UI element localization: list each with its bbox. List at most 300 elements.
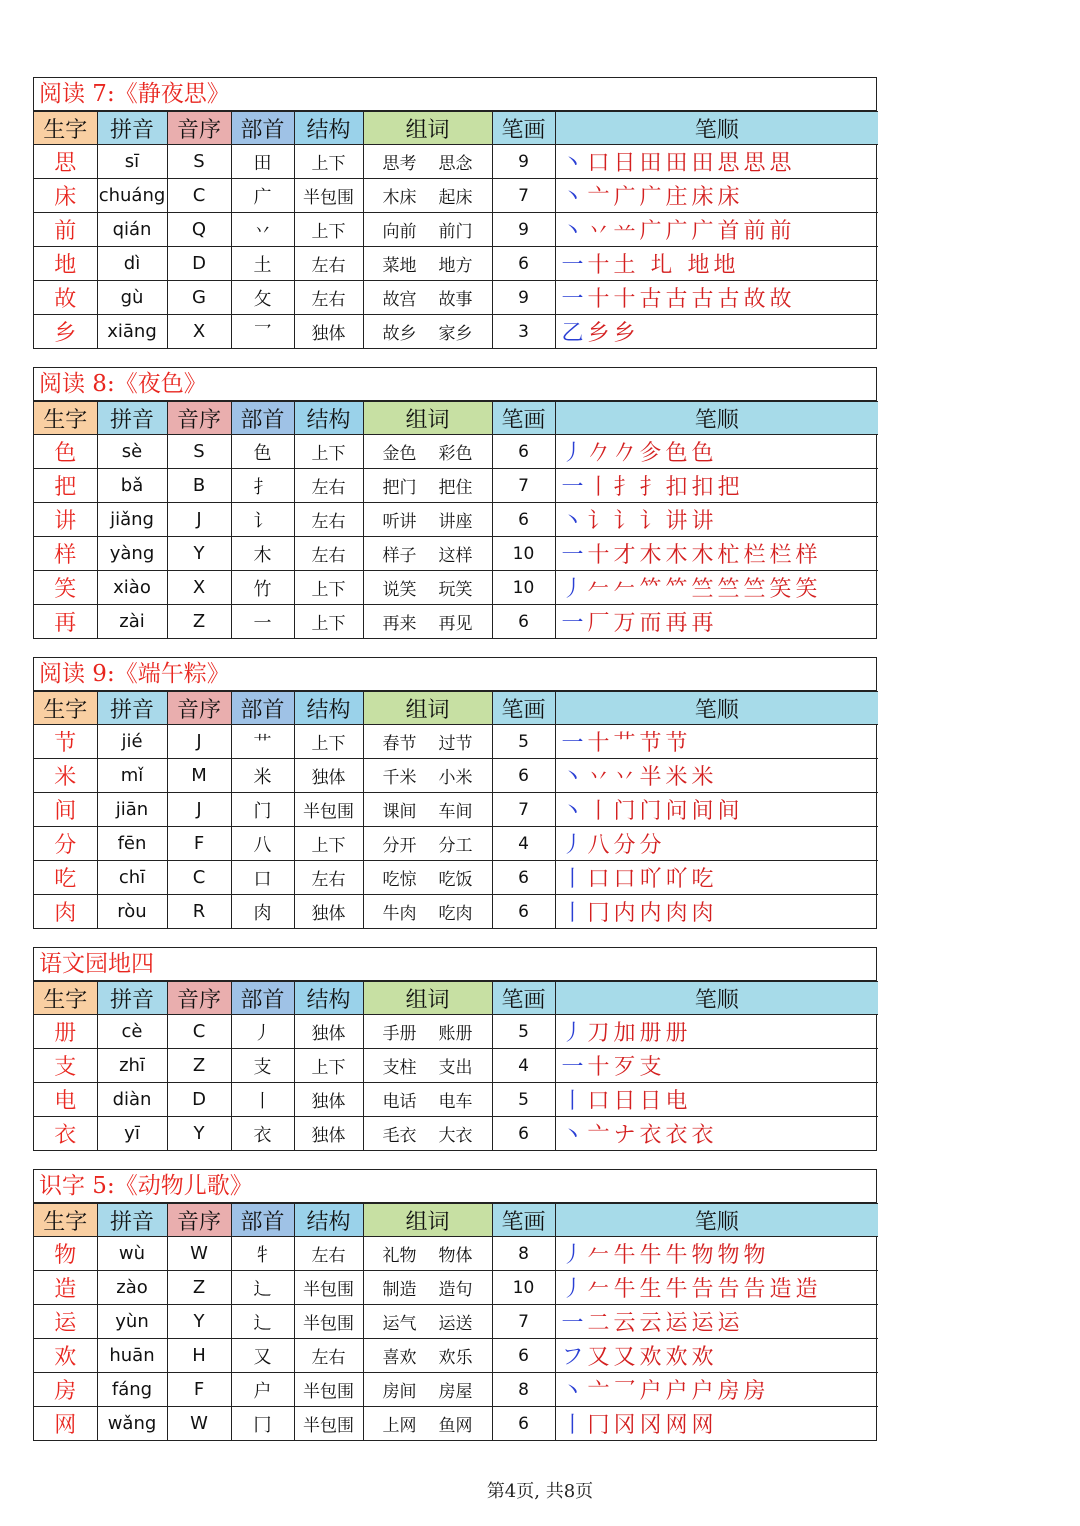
radical-cell: 肉 [231, 895, 294, 929]
structure-cell: 半包围 [294, 1373, 363, 1407]
word-2: 思念 [438, 154, 473, 174]
radical-cell: 竹 [231, 571, 294, 605]
lesson-section [33, 1169, 877, 1441]
pinyin-cell: fáng [97, 1373, 167, 1407]
pinyin-cell: mǐ [97, 759, 167, 793]
words-cell [363, 1407, 492, 1441]
words-cell [363, 179, 492, 213]
character-table [34, 691, 878, 928]
table-row [34, 1305, 878, 1339]
words-cell [363, 895, 492, 929]
column-header: 部首 [231, 402, 294, 435]
stroke-order-cell: 丶丷丷半米米 [555, 759, 878, 793]
pinyin-cell: wù [97, 1237, 167, 1271]
column-header: 笔画 [492, 402, 555, 435]
words-cell [363, 1083, 492, 1117]
char-cell: 肉 [34, 895, 97, 929]
stroke-order-cell: 一十艹节节 [555, 725, 878, 759]
words-cell [363, 1015, 492, 1049]
word-2: 物体 [438, 1246, 473, 1266]
table-row [34, 1083, 878, 1117]
char-cell: 房 [34, 1373, 97, 1407]
word-2: 大衣 [438, 1126, 473, 1146]
char-cell: 网 [34, 1407, 97, 1441]
word-2: 故事 [438, 290, 473, 310]
words-cell [363, 213, 492, 247]
structure-cell: 上下 [294, 145, 363, 179]
column-header: 笔画 [492, 112, 555, 145]
radical-cell: 门 [231, 793, 294, 827]
word-1: 电话 [382, 1092, 417, 1112]
words-cell [363, 247, 492, 281]
word-1: 毛衣 [382, 1126, 417, 1146]
sequence-letter-cell: S [167, 435, 231, 469]
word-2: 这样 [438, 546, 473, 566]
column-header: 笔画 [492, 692, 555, 725]
structure-cell: 独体 [294, 1083, 363, 1117]
sequence-letter-cell: W [167, 1407, 231, 1441]
stroke-order-cell: 丶丷䒑广广广首前前 [555, 213, 878, 247]
structure-cell: 上下 [294, 213, 363, 247]
column-header: 生字 [34, 692, 97, 725]
table-row [34, 145, 878, 179]
stroke-count-cell: 8 [492, 1373, 555, 1407]
radical-cell: 米 [231, 759, 294, 793]
stroke-count-cell: 6 [492, 1339, 555, 1373]
char-cell: 乡 [34, 315, 97, 349]
word-1: 木床 [382, 188, 417, 208]
column-header: 笔顺 [555, 1204, 878, 1237]
words-cell [363, 793, 492, 827]
words-cell [363, 315, 492, 349]
column-header: 拼音 [97, 1204, 167, 1237]
column-header: 部首 [231, 692, 294, 725]
words-cell [363, 1305, 492, 1339]
word-2: 玩笑 [438, 580, 473, 600]
word-1: 手册 [382, 1024, 417, 1044]
page-footer: 第4页, 共8页 [486, 1481, 594, 1502]
word-1: 思考 [382, 154, 417, 174]
pinyin-cell: bǎ [97, 469, 167, 503]
stroke-count-cell: 7 [492, 469, 555, 503]
radical-cell: 户 [231, 1373, 294, 1407]
word-1: 制造 [382, 1280, 417, 1300]
column-header: 笔顺 [555, 692, 878, 725]
word-2: 家乡 [438, 324, 473, 344]
radical-cell: 一 [231, 605, 294, 639]
word-2: 过节 [438, 734, 473, 754]
column-header: 音序 [167, 112, 231, 145]
char-cell: 再 [34, 605, 97, 639]
radical-cell: 又 [231, 1339, 294, 1373]
radical-cell: 辶 [231, 1305, 294, 1339]
column-header: 音序 [167, 692, 231, 725]
section-title: 阅读 9:《端午粽》 [34, 658, 876, 691]
sequence-letter-cell: Y [167, 537, 231, 571]
table-row [34, 469, 878, 503]
column-header: 笔顺 [555, 402, 878, 435]
sequence-letter-cell: Z [167, 1271, 231, 1305]
word-2: 电车 [438, 1092, 473, 1112]
structure-cell: 半包围 [294, 1305, 363, 1339]
column-header: 组词 [363, 112, 492, 145]
stroke-count-cell: 6 [492, 435, 555, 469]
structure-cell: 独体 [294, 1015, 363, 1049]
character-table [34, 401, 878, 638]
radical-cell: 辶 [231, 1271, 294, 1305]
stroke-count-cell: 5 [492, 1015, 555, 1049]
column-header: 笔画 [492, 982, 555, 1015]
char-cell: 吃 [34, 861, 97, 895]
words-cell [363, 469, 492, 503]
column-header: 拼音 [97, 112, 167, 145]
radical-cell: 支 [231, 1049, 294, 1083]
words-cell [363, 571, 492, 605]
radical-cell: 八 [231, 827, 294, 861]
table-row [34, 793, 878, 827]
table-row [34, 435, 878, 469]
table-row [34, 827, 878, 861]
sequence-letter-cell: Z [167, 1049, 231, 1083]
word-1: 听讲 [382, 512, 417, 532]
pinyin-cell: qián [97, 213, 167, 247]
header-row [34, 112, 878, 145]
word-1: 说笑 [382, 580, 417, 600]
word-2: 运送 [438, 1314, 473, 1334]
pinyin-cell: ròu [97, 895, 167, 929]
stroke-count-cell: 7 [492, 179, 555, 213]
word-2: 房屋 [438, 1382, 473, 1402]
sequence-letter-cell: X [167, 571, 231, 605]
char-cell: 册 [34, 1015, 97, 1049]
table-row [34, 1049, 878, 1083]
words-cell [363, 759, 492, 793]
word-2: 讲座 [438, 512, 473, 532]
char-cell: 造 [34, 1271, 97, 1305]
section-title: 识字 5:《动物儿歌》 [34, 1170, 876, 1203]
sequence-letter-cell: Z [167, 605, 231, 639]
sequence-letter-cell: J [167, 725, 231, 759]
column-header: 部首 [231, 112, 294, 145]
worksheet [33, 77, 877, 1459]
structure-cell: 上下 [294, 725, 363, 759]
column-header: 音序 [167, 1204, 231, 1237]
structure-cell: 上下 [294, 1049, 363, 1083]
table-row [34, 895, 878, 929]
words-cell [363, 281, 492, 315]
table-row [34, 571, 878, 605]
radical-cell: 扌 [231, 469, 294, 503]
word-2: 彩色 [438, 444, 473, 464]
char-cell: 间 [34, 793, 97, 827]
stroke-count-cell: 5 [492, 1083, 555, 1117]
structure-cell: 半包围 [294, 793, 363, 827]
word-1: 牛肉 [382, 904, 417, 924]
pinyin-cell: yī [97, 1117, 167, 1151]
word-2: 鱼网 [438, 1416, 473, 1436]
stroke-order-cell: 丶丨门门问间间 [555, 793, 878, 827]
char-cell: 故 [34, 281, 97, 315]
sequence-letter-cell: D [167, 247, 231, 281]
radical-cell: 广 [231, 179, 294, 213]
sequence-letter-cell: S [167, 145, 231, 179]
word-1: 样子 [382, 546, 417, 566]
sequence-letter-cell: M [167, 759, 231, 793]
character-table [34, 1203, 878, 1440]
words-cell [363, 145, 492, 179]
word-2: 吃肉 [438, 904, 473, 924]
words-cell [363, 861, 492, 895]
stroke-count-cell: 6 [492, 759, 555, 793]
column-header: 拼音 [97, 982, 167, 1015]
section-title: 阅读 8:《夜色》 [34, 368, 876, 401]
column-header: 生字 [34, 982, 97, 1015]
radical-cell: 木 [231, 537, 294, 571]
section-title: 语文园地四 [34, 948, 876, 981]
structure-cell: 左右 [294, 247, 363, 281]
stroke-count-cell: 9 [492, 145, 555, 179]
radical-cell: 牜 [231, 1237, 294, 1271]
lesson-section [33, 367, 877, 639]
structure-cell: 左右 [294, 469, 363, 503]
pinyin-cell: chī [97, 861, 167, 895]
radical-cell: 讠 [231, 503, 294, 537]
pinyin-cell: zào [97, 1271, 167, 1305]
character-table [34, 111, 878, 348]
words-cell [363, 605, 492, 639]
column-header: 音序 [167, 982, 231, 1015]
words-cell [363, 1373, 492, 1407]
column-header: 组词 [363, 982, 492, 1015]
structure-cell: 左右 [294, 281, 363, 315]
stroke-order-cell: 一丨扌扌扣扣把 [555, 469, 878, 503]
word-2: 前门 [438, 222, 473, 242]
column-header: 结构 [294, 692, 363, 725]
stroke-count-cell: 10 [492, 571, 555, 605]
word-1: 向前 [382, 222, 417, 242]
word-2: 起床 [438, 188, 473, 208]
sequence-letter-cell: C [167, 179, 231, 213]
header-row [34, 982, 878, 1015]
stroke-count-cell: 10 [492, 1271, 555, 1305]
stroke-order-cell: 丿刀加册册 [555, 1015, 878, 1049]
stroke-order-cell: 丶亠乛户户户房房 [555, 1373, 878, 1407]
pinyin-cell: wǎng [97, 1407, 167, 1441]
radical-cell: 冂 [231, 1407, 294, 1441]
word-1: 吃惊 [382, 870, 417, 890]
char-cell: 电 [34, 1083, 97, 1117]
stroke-order-cell: 丶口日田田田思思思 [555, 145, 878, 179]
radical-cell: 丿 [231, 1015, 294, 1049]
sequence-letter-cell: W [167, 1237, 231, 1271]
word-2: 造句 [438, 1280, 473, 1300]
word-1: 课间 [382, 802, 417, 822]
radical-cell: 丨 [231, 1083, 294, 1117]
table-row [34, 537, 878, 571]
stroke-order-cell: 一二云云运运运 [555, 1305, 878, 1339]
structure-cell: 上下 [294, 435, 363, 469]
structure-cell: 半包围 [294, 179, 363, 213]
pinyin-cell: dì [97, 247, 167, 281]
char-cell: 思 [34, 145, 97, 179]
char-cell: 欢 [34, 1339, 97, 1373]
table-row [34, 605, 878, 639]
word-1: 金色 [382, 444, 417, 464]
lesson-section [33, 657, 877, 929]
char-cell: 地 [34, 247, 97, 281]
stroke-order-cell: 一十才木木木杧栏栏样 [555, 537, 878, 571]
stroke-order-cell: 丶讠讠讠讲讲 [555, 503, 878, 537]
pinyin-cell: xiào [97, 571, 167, 605]
radical-cell: 色 [231, 435, 294, 469]
column-header: 部首 [231, 1204, 294, 1237]
char-cell: 色 [34, 435, 97, 469]
table-row [34, 247, 878, 281]
structure-cell: 左右 [294, 537, 363, 571]
stroke-count-cell: 5 [492, 725, 555, 759]
char-cell: 样 [34, 537, 97, 571]
pinyin-cell: diàn [97, 1083, 167, 1117]
sequence-letter-cell: H [167, 1339, 231, 1373]
word-1: 房间 [382, 1382, 417, 1402]
pinyin-cell: jié [97, 725, 167, 759]
column-header: 生字 [34, 1204, 97, 1237]
stroke-order-cell: 一十土 圠 地地 [555, 247, 878, 281]
stroke-order-cell: 乙乡乡 [555, 315, 878, 349]
stroke-count-cell: 6 [492, 605, 555, 639]
word-1: 菜地 [382, 256, 417, 276]
stroke-count-cell: 6 [492, 895, 555, 929]
pinyin-cell: huān [97, 1339, 167, 1373]
sequence-letter-cell: X [167, 315, 231, 349]
table-row [34, 1339, 878, 1373]
words-cell [363, 435, 492, 469]
word-2: 分工 [438, 836, 473, 856]
radical-cell: 土 [231, 247, 294, 281]
stroke-count-cell: 4 [492, 1049, 555, 1083]
structure-cell: 独体 [294, 315, 363, 349]
table-row [34, 1117, 878, 1151]
words-cell [363, 1049, 492, 1083]
pinyin-cell: yùn [97, 1305, 167, 1339]
lesson-section [33, 947, 877, 1151]
words-cell [363, 725, 492, 759]
column-header: 部首 [231, 982, 294, 1015]
stroke-count-cell: 9 [492, 281, 555, 315]
word-1: 故宫 [382, 290, 417, 310]
column-header: 结构 [294, 112, 363, 145]
lesson-section [33, 77, 877, 349]
word-2: 支出 [438, 1058, 473, 1078]
header-row [34, 402, 878, 435]
word-2: 欢乐 [438, 1348, 473, 1368]
word-1: 再来 [382, 614, 417, 634]
pinyin-cell: sè [97, 435, 167, 469]
pinyin-cell: jiān [97, 793, 167, 827]
words-cell [363, 1271, 492, 1305]
char-cell: 笑 [34, 571, 97, 605]
radical-cell: 攵 [231, 281, 294, 315]
stroke-order-cell: 丿𠂊𠂊㐱色色 [555, 435, 878, 469]
word-2: 地方 [438, 256, 473, 276]
word-1: 运气 [382, 1314, 417, 1334]
word-2: 再见 [438, 614, 473, 634]
table-row [34, 861, 878, 895]
sequence-letter-cell: F [167, 827, 231, 861]
stroke-count-cell: 10 [492, 537, 555, 571]
word-1: 故乡 [382, 324, 417, 344]
word-1: 喜欢 [382, 1348, 417, 1368]
character-table [34, 981, 878, 1150]
stroke-order-cell: 丨冂冈冈网网 [555, 1407, 878, 1441]
structure-cell: 左右 [294, 503, 363, 537]
word-2: 吃饭 [438, 870, 473, 890]
stroke-order-cell: 丨口口吖吖吃 [555, 861, 878, 895]
sequence-letter-cell: D [167, 1083, 231, 1117]
stroke-order-cell: 一十歹支 [555, 1049, 878, 1083]
column-header: 笔顺 [555, 112, 878, 145]
header-row [34, 692, 878, 725]
sequence-letter-cell: Q [167, 213, 231, 247]
table-row [34, 725, 878, 759]
sequence-letter-cell: R [167, 895, 231, 929]
section-title: 阅读 7:《静夜思》 [34, 78, 876, 111]
word-1: 支柱 [382, 1058, 417, 1078]
column-header: 拼音 [97, 402, 167, 435]
char-cell: 衣 [34, 1117, 97, 1151]
sequence-letter-cell: J [167, 793, 231, 827]
table-row [34, 1373, 878, 1407]
stroke-count-cell: 6 [492, 1407, 555, 1441]
column-header: 笔顺 [555, 982, 878, 1015]
stroke-count-cell: 7 [492, 1305, 555, 1339]
word-2: 车间 [438, 802, 473, 822]
word-1: 把门 [382, 478, 417, 498]
words-cell [363, 1237, 492, 1271]
radical-cell: 衣 [231, 1117, 294, 1151]
pinyin-cell: jiǎng [97, 503, 167, 537]
table-row [34, 179, 878, 213]
column-header: 生字 [34, 402, 97, 435]
char-cell: 分 [34, 827, 97, 861]
stroke-order-cell: フ又又欢欢欢 [555, 1339, 878, 1373]
char-cell: 物 [34, 1237, 97, 1271]
stroke-count-cell: 9 [492, 213, 555, 247]
word-1: 分开 [382, 836, 417, 856]
word-2: 账册 [438, 1024, 473, 1044]
header-row [34, 1204, 878, 1237]
column-header: 生字 [34, 112, 97, 145]
char-cell: 讲 [34, 503, 97, 537]
char-cell: 床 [34, 179, 97, 213]
word-1: 上网 [382, 1416, 417, 1436]
pinyin-cell: sī [97, 145, 167, 179]
char-cell: 米 [34, 759, 97, 793]
sequence-letter-cell: G [167, 281, 231, 315]
sequence-letter-cell: C [167, 861, 231, 895]
structure-cell: 上下 [294, 827, 363, 861]
structure-cell: 左右 [294, 861, 363, 895]
pinyin-cell: zài [97, 605, 167, 639]
stroke-count-cell: 6 [492, 503, 555, 537]
pinyin-cell: xiāng [97, 315, 167, 349]
stroke-count-cell: 6 [492, 247, 555, 281]
table-row [34, 213, 878, 247]
table-row [34, 1271, 878, 1305]
sequence-letter-cell: B [167, 469, 231, 503]
table-row [34, 759, 878, 793]
word-1: 春节 [382, 734, 417, 754]
